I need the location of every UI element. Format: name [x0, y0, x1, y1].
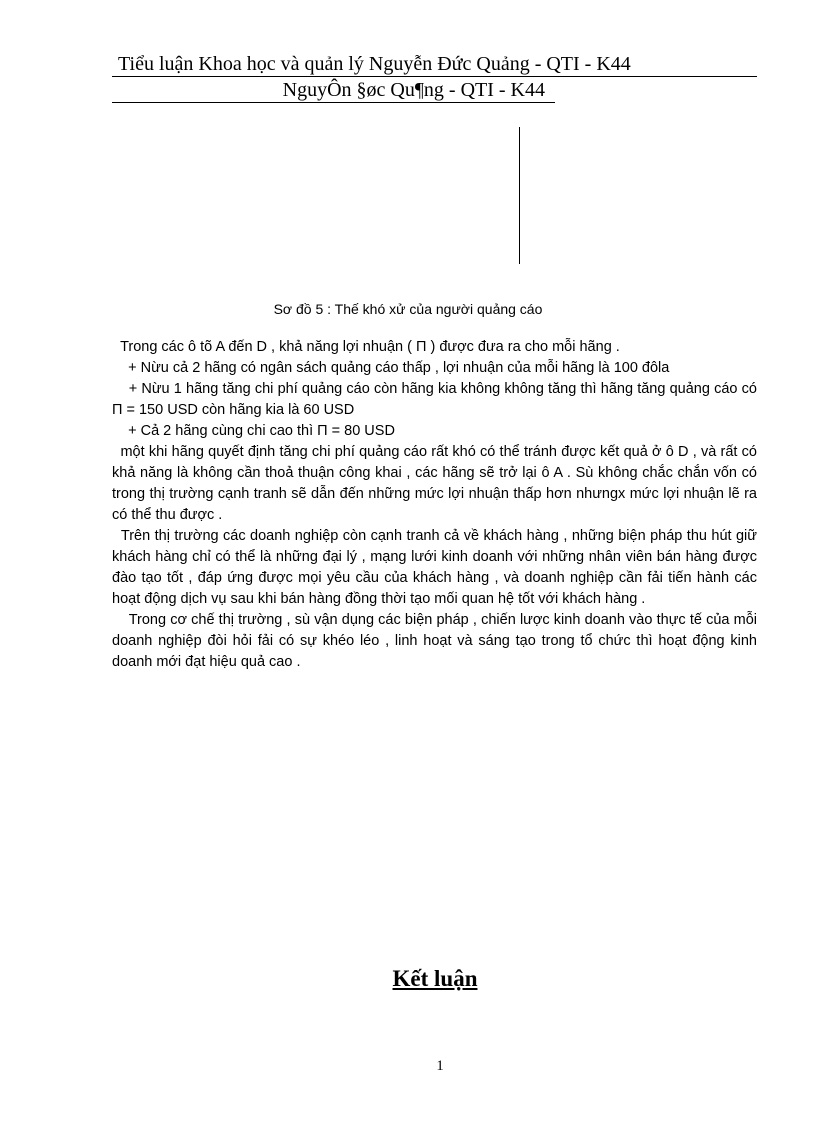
paragraph-case-3: + Cả 2 hãng cùng chi cao thì Π = 80 USD: [112, 423, 395, 439]
paragraph-intro: Trong các ô tõ A đến D , khả năng lợi nhuận ( Π ) được đưa ra cho mỗi hãng .: [112, 339, 620, 355]
body-text: [112, 337, 762, 673]
diagram-vertical-line: [519, 127, 520, 264]
paragraph-analysis: một khi hãng quyết định tăng chi phí quảng cáo rất khó có thể tránh được kết quả ở ô D , và rất có khả năng là không cần thoả thuận công khai , các hãng sẽ trở lại ô A . Sù không chắc chắn vốn có trong thị trường cạnh tranh sẽ dẫn đến những mức lợi nhuận thấp hơn nhưngx mức lợi nhuận lẽ ra có thể thu được .: [112, 444, 762, 523]
header-title-line: Tiểu luận Khoa học và quản lý Nguyễn Đức Quảng - QTI - K44: [112, 53, 757, 77]
paragraph-case-2: + Nừu 1 hãng tăng chi phí quảng cáo còn hãng kia không không tăng thì hãng tăng quảng cáo có Π = 150 USD còn hãng kia là 60 USD: [112, 381, 762, 418]
paragraph-customers: Trên thị trường các doanh nghiệp còn cạnh tranh cả về khách hàng , những biện pháp thu hút giữ khách hàng chỉ có thể là những đại lý , mạng lưới kinh doanh với những nhân viên bán hàng được đào tạo tốt , đáp ứng được mọi yêu cầu của khách hàng , và doanh nghiệp cần fải tiến hành các hoạt động dịch vụ sau khi bán hàng đồng thời tạo mối quan hệ tốt với khách hàng .: [112, 528, 762, 607]
page-number: 1: [436, 1058, 444, 1074]
diagram-caption: Sơ đồ 5 : Thế khó xử của người quảng cáo: [273, 301, 543, 317]
conclusion-heading: Kết luận: [392, 966, 478, 991]
header-author-line: NguyÔn §øc Qu¶ng - QTI - K44: [112, 79, 555, 103]
paragraph-strategy: Trong cơ chế thị trường , sù vận dụng các biện pháp , chiến lược kinh doanh vào thực tế của mỗi doanh nghiệp đòi hỏi fải có sự khéo léo , linh hoạt và sáng tạo trong tổ chức thì hoạt động kinh doanh mới đạt hiệu quả cao .: [112, 612, 762, 670]
paragraph-case-1: + Nừu cả 2 hãng có ngân sách quảng cáo thấp , lợi nhuận của mỗi hãng là 100 đôla: [112, 360, 670, 376]
